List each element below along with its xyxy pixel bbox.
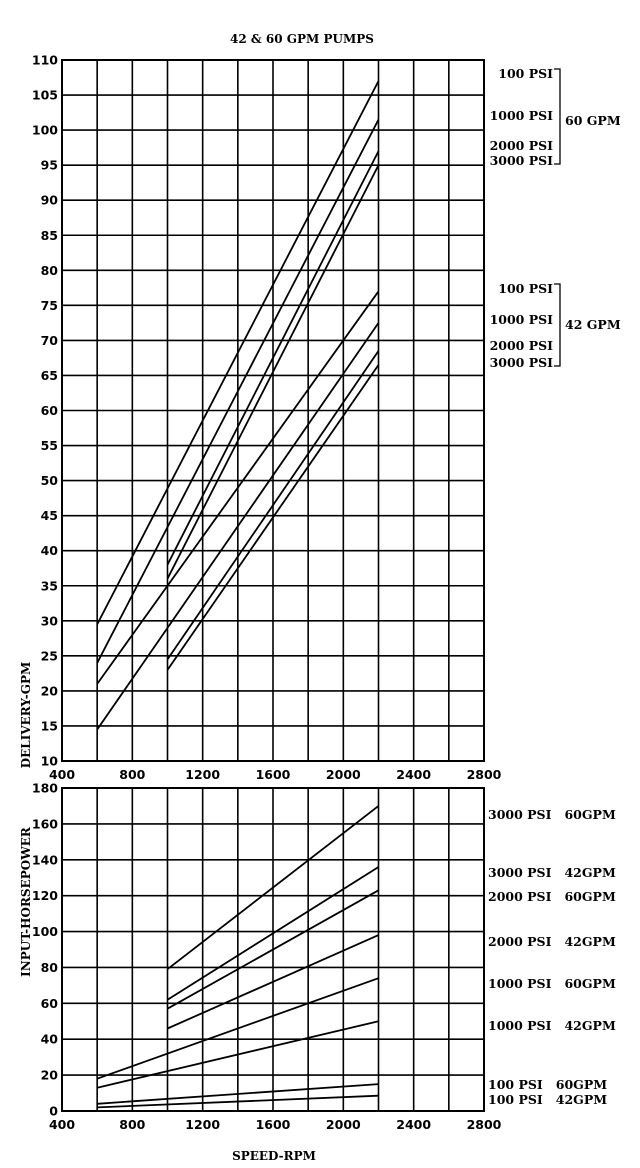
top-y-tick-label: 100 <box>31 122 58 138</box>
top-y-tick-label: 10 <box>40 753 58 769</box>
top-y-tick-label: 40 <box>40 543 58 559</box>
bottom-legend-item: 100 PSI 42GPM <box>488 1092 608 1107</box>
bottom-legend-item: 2000 PSI 60GPM <box>488 889 616 904</box>
top-y-axis-label: DELIVERY-GPM <box>19 661 33 769</box>
top-legend-item: 3000 PSI <box>489 355 553 370</box>
bottom-y-tick-label: 160 <box>31 816 58 832</box>
top-legend-item: 1000 PSI <box>489 108 553 123</box>
bottom-x-ticks <box>49 1117 502 1132</box>
top-y-tick-label: 25 <box>40 648 58 664</box>
top-x-tick-label: 1600 <box>255 767 291 782</box>
bottom-legend-item: 100 PSI 60GPM <box>488 1077 608 1092</box>
bottom-y-tick-label: 60 <box>40 995 58 1011</box>
top-legend-group-label: 42 GPM <box>565 317 621 332</box>
top-x-ticks <box>49 767 502 782</box>
bottom-y-axis-label: INPUT-HORSEPOWER <box>19 827 33 977</box>
top-y-tick-label: 45 <box>40 508 58 524</box>
top-x-tick-label: 2000 <box>325 767 361 782</box>
bottom-y-tick-label: 140 <box>31 852 58 868</box>
top-legend-item: 3000 PSI <box>489 153 553 168</box>
bottom-y-tick-label: 100 <box>31 924 58 940</box>
top-x-tick-label: 400 <box>48 767 76 782</box>
top-y-tick-label: 85 <box>40 227 58 243</box>
top-y-tick-label: 90 <box>40 192 58 208</box>
top-legend-item: 100 PSI <box>498 66 553 81</box>
top-legend-group-label: 60 GPM <box>565 113 621 128</box>
bottom-y-tick-label: 180 <box>31 780 58 796</box>
top-y-tick-label: 80 <box>40 262 58 278</box>
bottom-plot <box>32 781 616 1133</box>
x-axis-label: SPEED-RPM <box>232 1149 316 1163</box>
bottom-x-tick-label: 800 <box>119 1117 146 1132</box>
top-y-tick-label: 15 <box>40 718 58 734</box>
top-labels <box>490 66 621 370</box>
bottom-x-tick-label: 1600 <box>255 1117 291 1132</box>
top-y-tick-label: 35 <box>40 578 58 594</box>
bottom-y-tick-label: 120 <box>31 888 58 904</box>
top-y-tick-label: 110 <box>31 52 58 68</box>
top-x-tick-label: 1200 <box>185 767 221 782</box>
top-legend-item: 2000 PSI <box>489 338 553 353</box>
top-y-tick-label: 60 <box>40 403 58 418</box>
top-y-tick-label: 55 <box>40 438 58 454</box>
bottom-x-tick-label: 2400 <box>396 1117 432 1132</box>
bottom-legend-item: 3000 PSI 60GPM <box>488 807 616 822</box>
top-legend-item: 2000 PSI <box>489 138 553 153</box>
bottom-x-tick-label: 400 <box>48 1117 76 1132</box>
bottom-x-tick-label: 2000 <box>325 1117 361 1132</box>
top-x-tick-label: 800 <box>119 767 146 782</box>
top-x-tick-label: 2400 <box>396 767 432 782</box>
bottom-x-tick-label: 2800 <box>466 1117 502 1132</box>
bottom-legend-item: 3000 PSI 42GPM <box>488 865 616 880</box>
top-y-tick-label: 105 <box>31 87 58 103</box>
top-legend-item: 100 PSI <box>498 281 553 296</box>
legend-bracket <box>554 69 560 164</box>
bottom-legend-item: 2000 PSI 42GPM <box>488 934 616 949</box>
bottom-y-tick-label: 0 <box>49 1103 58 1119</box>
bottom-y-tick-label: 20 <box>40 1067 58 1083</box>
top-y-tick-label: 70 <box>40 332 58 348</box>
bottom-y-ticks <box>32 781 58 1119</box>
legend-bracket <box>554 284 560 366</box>
top-y-tick-label: 75 <box>40 297 58 313</box>
bottom-legend-item: 1000 PSI 42GPM <box>488 1018 616 1033</box>
top-y-tick-label: 20 <box>40 683 58 699</box>
top-y-tick-label: 65 <box>40 367 58 383</box>
chart-title: 42 & 60 GPM PUMPS <box>230 32 374 46</box>
top-y-tick-label: 30 <box>40 613 58 629</box>
bottom-labels <box>488 807 616 1107</box>
top-grid <box>62 60 484 761</box>
top-y-tick-label: 95 <box>40 157 58 173</box>
top-legend-item: 1000 PSI <box>489 312 553 327</box>
top-plot <box>32 53 621 783</box>
bottom-x-tick-label: 1200 <box>185 1117 221 1132</box>
top-x-tick-label: 2800 <box>466 767 502 782</box>
bottom-y-tick-label: 80 <box>40 959 58 975</box>
bottom-legend-item: 1000 PSI 60GPM <box>488 976 616 991</box>
top-y-ticks <box>32 53 58 769</box>
bottom-y-tick-label: 40 <box>40 1031 58 1047</box>
top-y-tick-label: 50 <box>40 473 58 489</box>
